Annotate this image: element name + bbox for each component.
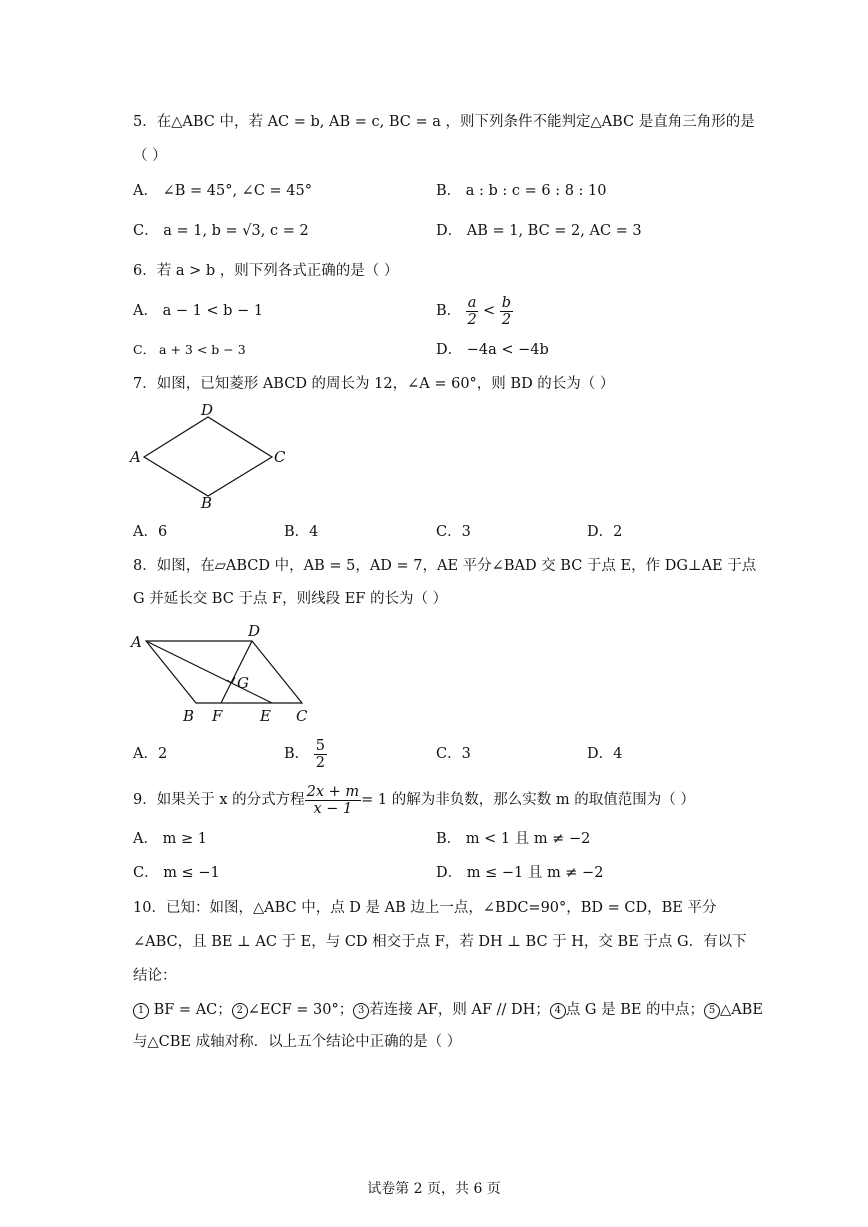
q7-option-b[interactable]: B．4 — [284, 524, 319, 540]
q9-option-d[interactable]: D． m ≤ −1 且 m ≠ −2 — [436, 865, 604, 881]
fig7-label-d: D — [201, 401, 214, 419]
fig7-label-a: A — [130, 448, 141, 466]
q9-stem-pre: 9．如果关于 x 的分式方程 — [133, 792, 305, 808]
fig7-label-c: C — [274, 448, 286, 466]
q6-lhs-num: a — [467, 294, 477, 311]
q6-option-b-rel: < — [483, 303, 496, 319]
fig8-label-d: D — [248, 622, 261, 640]
conclusion-2: ∠ECF = 30°； — [247, 1002, 354, 1018]
q6-rhs-den: 2 — [501, 311, 512, 328]
conclusion-5-marker: 5 — [704, 1003, 720, 1019]
fig8-label-c: C — [296, 707, 308, 725]
q7-stem: 7．如图，已知菱形 ABCD 的周长为 12，∠A = 60°，则 BD 的长为（ ） — [133, 376, 615, 392]
page-footer: 试卷第 2 页，共 6 页 — [367, 1181, 501, 1197]
q8-option-d[interactable]: D．4 — [587, 746, 623, 762]
q8-option-b[interactable] — [284, 735, 327, 773]
fig8-label-e: E — [260, 707, 271, 725]
q6-rhs-num: b — [501, 294, 512, 311]
fig7-label-b: B — [201, 494, 213, 512]
q9-stem — [133, 781, 695, 819]
conclusion-1: BF = AC； — [149, 1002, 232, 1018]
q6-option-c[interactable]: C． a + 3 < b − 3 — [133, 342, 246, 357]
fig8-label-a: A — [131, 633, 142, 651]
conclusion-3-marker: 3 — [353, 1003, 369, 1019]
conclusion-4-marker: 4 — [550, 1003, 566, 1019]
q5-stem: 5．在△ABC 中，若 AC = b, AB = c, BC = a ，则下列条件不能判定△ABC 是直角三角形的是 — [133, 114, 755, 130]
q8-option-b-frac — [314, 738, 327, 771]
q5-option-c[interactable]: C． a = 1, b = √3, c = 2 — [133, 223, 309, 239]
parallelogram-shape — [146, 641, 302, 703]
q8-option-c[interactable]: C．3 — [436, 746, 471, 762]
q6-option-b-lhs — [466, 295, 479, 328]
q5-option-a[interactable]: A． ∠B = 45°, ∠C = 45° — [133, 183, 312, 199]
fig8-label-g: G — [237, 674, 249, 692]
q6-lhs-den: 2 — [467, 311, 477, 328]
rhombus-shape — [144, 417, 272, 496]
q8-stem-line2: G 并延长交 BC 于点 F，则线段 EF 的长为（ ） — [133, 591, 448, 607]
q9-equation-fraction — [305, 784, 362, 817]
q5-paren: （ ） — [133, 148, 167, 164]
q9-option-a[interactable]: A． m ≥ 1 — [133, 831, 207, 847]
q5-option-d[interactable]: D． AB = 1, BC = 2, AC = 3 — [436, 223, 642, 239]
q7-option-a[interactable]: A．6 — [133, 524, 168, 540]
conclusion-5: △ABE — [720, 1002, 763, 1018]
conclusion-3: 若连接 AF，则 AF // DH； — [369, 1002, 550, 1018]
conclusion-4: 点 G 是 BE 的中点； — [565, 1002, 705, 1018]
q9-frac-den: x − 1 — [313, 800, 353, 817]
conclusion-2-marker: 2 — [232, 1003, 248, 1019]
q8-parallelogram-figure — [128, 618, 318, 726]
q6-option-b-rhs — [500, 295, 513, 328]
q8-stem-line1: 8．如图，在▱ABCD 中，AB = 5，AD = 7，AE 平分∠BAD 交 BC 于点 E，作 DG⊥AE 于点 — [133, 558, 757, 574]
q9-option-b[interactable]: B． m < 1 且 m ≠ −2 — [436, 831, 591, 847]
conclusion-1-marker: 1 — [133, 1003, 149, 1019]
segment-df — [221, 641, 252, 703]
q10-line1: 10．已知：如图，△ABC 中，点 D 是 AB 边上一点，∠BDC=90°，BD = CD，BE 平分 — [133, 900, 717, 916]
q10-line3: 结论： — [133, 968, 177, 984]
q8-b-den: 2 — [315, 754, 325, 771]
q8-option-a[interactable]: A．2 — [133, 746, 168, 762]
q6-option-d[interactable]: D． −4a < −4b — [436, 342, 549, 358]
q9-stem-post: = 1 的解为非负数，那么实数 m 的取值范围为（ ） — [361, 792, 695, 808]
q9-frac-num: 2x + m — [306, 783, 360, 800]
q7-rhombus-figure — [128, 400, 298, 512]
q8-b-num: 5 — [315, 737, 325, 754]
q7-option-d[interactable]: D．2 — [587, 524, 623, 540]
q5-option-b[interactable]: B． a : b : c = 6 : 8 : 10 — [436, 183, 607, 199]
q6-stem: 6．若 a > b ，则下列各式正确的是（ ） — [133, 263, 399, 279]
q7-option-c[interactable]: C．3 — [436, 524, 471, 540]
fig8-label-f: F — [212, 707, 223, 725]
q6-option-b[interactable] — [436, 292, 513, 330]
fig8-label-b: B — [183, 707, 195, 725]
q6-option-b-label: B． — [436, 303, 462, 319]
q8-option-b-label: B． — [284, 746, 310, 762]
q10-conclusions — [133, 1000, 763, 1020]
q9-option-c[interactable]: C． m ≤ −1 — [133, 865, 220, 881]
q10-line5: 与△CBE 成轴对称．以上五个结论中正确的是（ ） — [133, 1034, 462, 1050]
q6-option-a[interactable]: A． a − 1 < b − 1 — [133, 303, 264, 319]
q10-line2: ∠ABC，且 BE ⊥ AC 于 E，与 CD 相交于点 F，若 DH ⊥ BC 于 H，交 BE 于点 G．有以下 — [133, 934, 747, 950]
segment-ae — [146, 641, 272, 703]
